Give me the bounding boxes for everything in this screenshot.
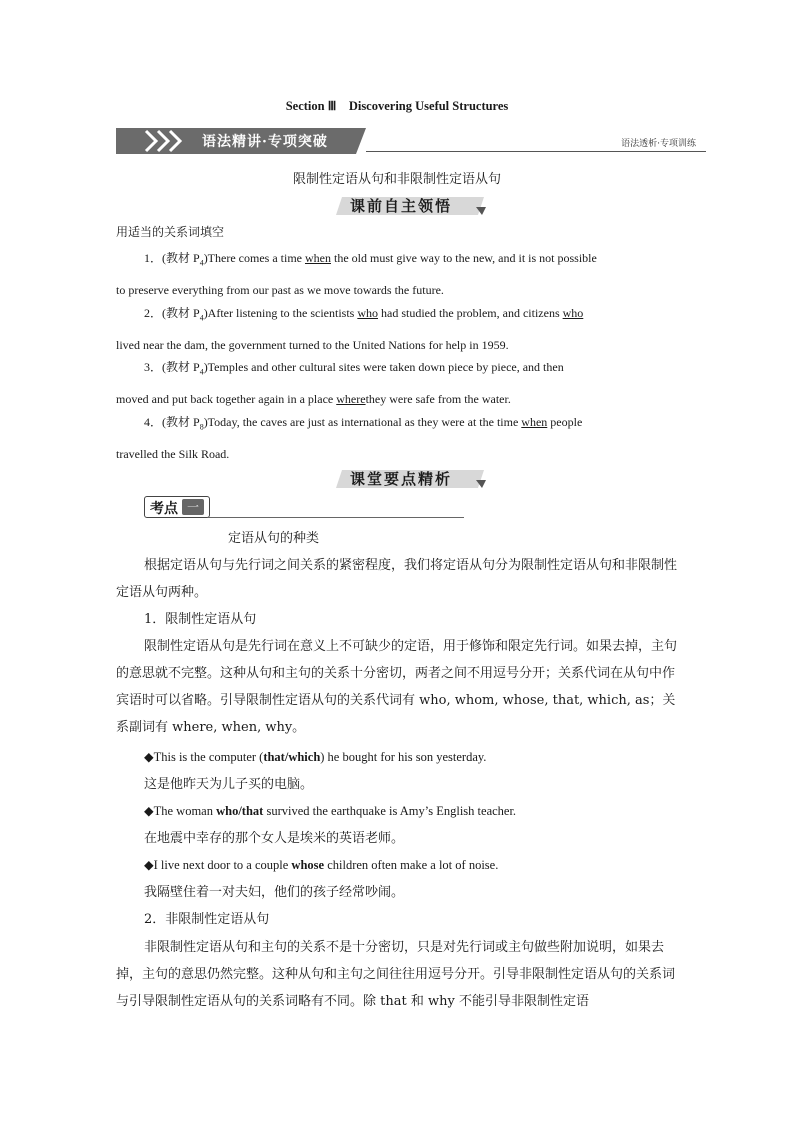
heading-restrictive: 1．限制性定语从句 [144, 612, 257, 627]
banner-classroom [336, 468, 486, 488]
kaodian-label: 考点 一 [144, 496, 464, 518]
answer-blank: when [521, 415, 548, 429]
kaodian-title: 定语从句的种类 [228, 531, 320, 546]
example-2-translation: 在地震中幸存的那个女人是埃米的英语老师。 [144, 831, 405, 846]
example-1-translation: 这是他昨天为儿子买的电脑。 [144, 777, 314, 792]
banner-preview-label: 课前自主领悟 [350, 197, 453, 215]
example-2: ◆The woman who/that survived the earthquake is Amy’s English teacher. [144, 804, 517, 818]
banner-preview [336, 195, 486, 215]
answer-blank: when [304, 251, 331, 265]
section-band [116, 128, 706, 154]
band-left-label: 语法精讲·专项突破 [202, 134, 328, 150]
exercise-2: 2．(教材 $P_4)After$ listening to the scientists who had studied the problem, and citizens who lived near the dam, the government turned to the United Nations for help in 1959. [116, 306, 584, 353]
exercise-4: 4．(教材 $P_8)Today$, the caves are just as international as they were at the time when people travelled the Silk Road. [116, 415, 583, 462]
section-title: Section Ⅲ Discovering Useful Structures [285, 99, 509, 113]
paragraph-nonrestrictive: 非限制性定语从句和主句的关系不是十分密切，只是对先行词或主句做些附加说明，如果去掉，主句的意思仍然完整。这种从句和主句之间往往用逗号分开。引导非限制性定语从句的关系词与引导限制性定语从句的关系词略有不同。除 that 和 why 不能引导非限制性定语 [116, 940, 676, 1009]
answer-blank: where [336, 392, 366, 407]
example-3-translation: 我隔壁住着一对夫妇，他们的孩子经常吵闹。 [144, 885, 405, 900]
instruction: 用适当的关系词填空 [116, 225, 225, 239]
banner-classroom-label: 课堂要点精析 [350, 470, 453, 488]
example-3: ◆I live next door to a couple whose children often make a lot of noise. [144, 858, 499, 872]
paragraph-intro: 根据定语从句与先行词之间关系的紧密程度，我们将定语从句分为限制性定语从句和非限制性定语从句两种。 [116, 558, 678, 600]
exercise-3: 3．(教材 $P_4)Temples$ and other cultural sites were taken down piece by piece, and then moved and put back together again in a place wherethey were safe from the water. [116, 360, 564, 407]
topic-title: 限制性定语从句和非限制性定语从句 [292, 172, 501, 187]
band-rule [366, 151, 706, 152]
answer-blank: who [562, 306, 584, 320]
band-right-label: 语法透析·专项训练 [621, 139, 696, 149]
heading-nonrestrictive: 2．非限制性定语从句 [144, 912, 270, 927]
exercise-1: 1．(教材 $P_4)There$ comes a time when the old must give way to the new, and it is not possible to preserve everything from our past as we move towards the future. [116, 251, 597, 298]
paragraph-restrictive: 限制性定语从句是先行词在意义上不可缺少的定语，用于修饰和限定先行词。如果去掉，主句的意思就不完整。这种从句和主句的关系十分密切，两者之间不用逗号分开；关系代词在从句中作宾语时可以省略。引导限制性定语从句的关系代词有 who, whom, whose, that, which, as；关系副词有 where, when, why。 [116, 639, 678, 735]
answer-blank: who [357, 306, 378, 320]
example-1: ◆This is the computer (that/which) he bought for his son yesterday. [144, 750, 487, 764]
